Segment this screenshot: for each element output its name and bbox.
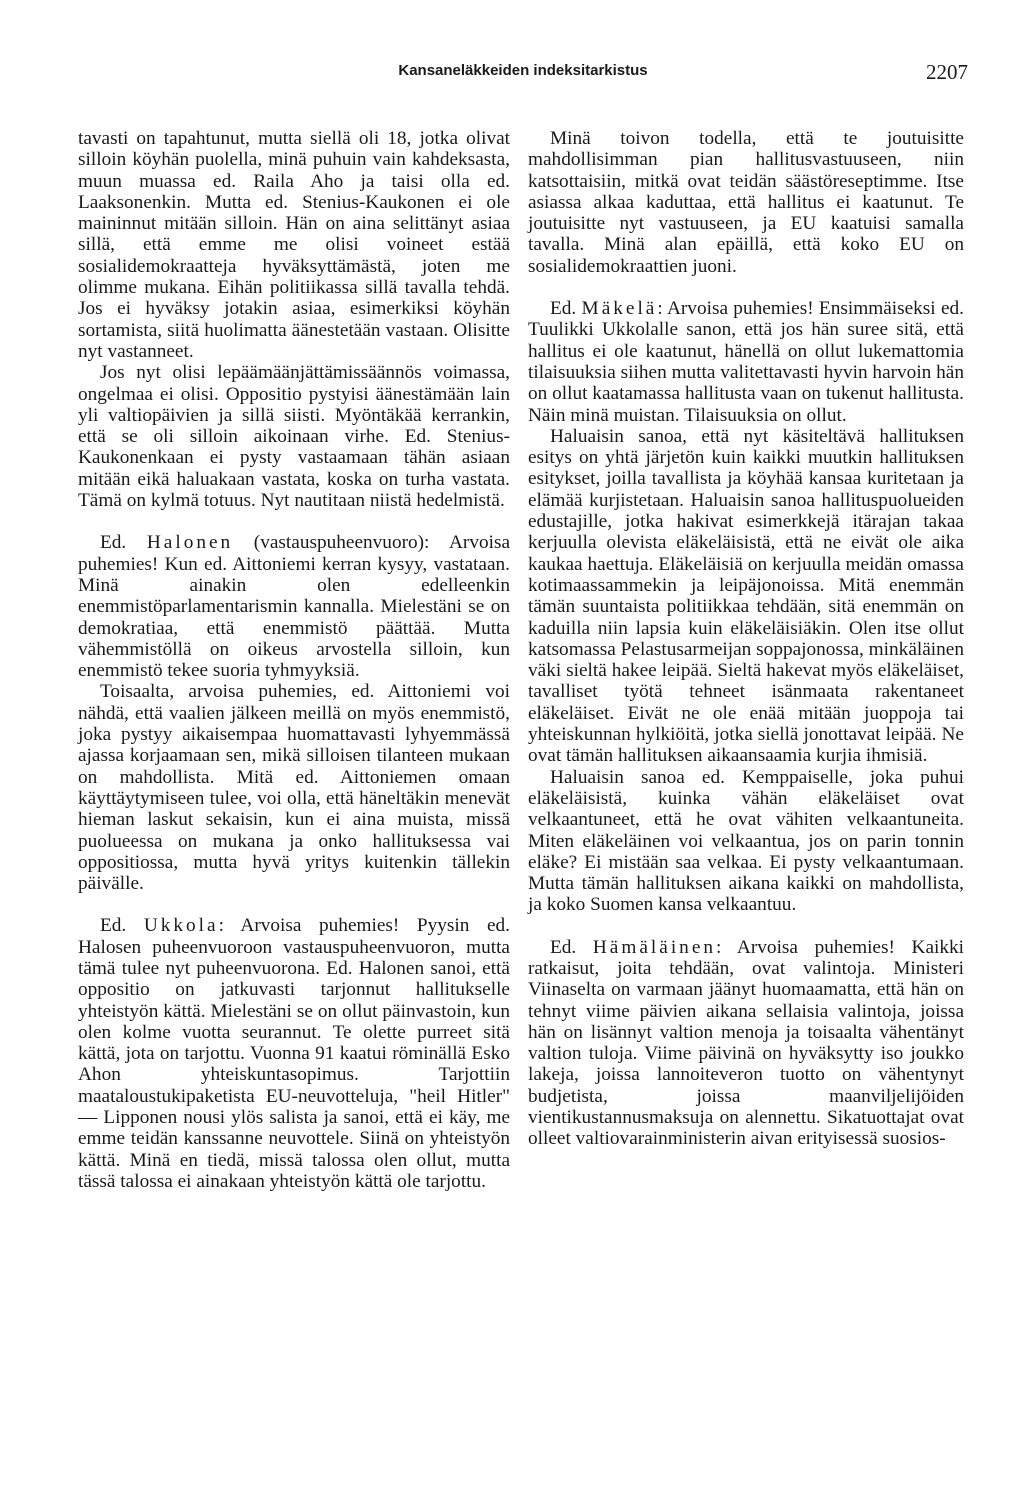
speaker-role: (vastauspuheenvuoro):: [253, 532, 430, 554]
speech-text: Arvoisa puhemies! Kun ed. Aittoniemi kerran kysyy, vastataan. Minä ainakin olen edelleenkin enemmistöparlamentarismin kannalla. Mielestäni se on demokratiaa, että enemmistö päättää. Mutta vähemmistöllä on oikeus arvostella silloin, kun enemmistö tekee suoria tyhmyyksiä.: [78, 532, 511, 682]
speaker-prefix: Ed.: [550, 936, 577, 958]
speech-makela: [528, 298, 964, 426]
left-column: [78, 128, 510, 1192]
speaker-name: Hämäläinen: [592, 936, 717, 958]
paragraph: Haluaisin sanoa, että nyt käsiteltävä hallituksen esitys on yhtä järjetön kuin kaikki muutkin hallituksen esitykset, joilla tavallista ja köyhää kansaa kuritetaan ja elämää kurjistetaan. Haluaisin sanoa hallituspuolueiden edustajille, jotka hakivat esimerkkejä itärajan takaa kerjuulla olevista eläkeläisistä, että ne eivät ole aika kaukaa haettuja. Eläkeläisiä on kerjuulla meidän omassa kotimaassammekin ja leipäjonoissa. Mitä enemmän tämän suuntaista politiikkaa tehdään, sitä enemmän on kaduilla niin lapsia kuin eläkeläisiäkin. Olen itse ollut katsomassa Pelastusarmeijan soppajonossa, minkäläinen väki sieltä hakee leipää. Sieltä hakevat myös eläkeläiset, tavalliset työtä tehneet isänmaata rakentaneet eläkeläiset. Eivät ne ole enää mitään juoppoja tai yhteiskunnan hylkiöitä, jotka siellä jonottavat leipää. Ne ovat tämän hallituksen aikaansaamia kurjia ihmisiä.: [528, 425, 964, 767]
speech-text: : Arvoisa puhemies! Pyysin ed. Halosen puheenvuoroon vastauspuheenvuoron, mutta tämä tulee nyt puheenvuorona. Ed. Halonen sanoi, että oppositio on jatkuvasti tarjonnut hallitukselle yhteistyön kättä. Mielestäni se on ollut päinvastoin, kun olen kolme vuotta seurannut. Te olette purreet sitä kättä, jota on tarjottu. Vuonna 91 kaatui röminällä Esko Ahon yhteiskuntasopimus. Tarjottiin maataloustukipaketista EU-neuvotteluja, "heil Hitler" — Lipponen nousi ylös salista ja sanoi, että ei käy, me emme teidän kanssanne neuvottele. Siinä on yhteistyön kättä. Minä en tiedä, missä talossa olen ollut, mutta tässä talossa ei ainakaan yhteistyön kättä ole tarjottu.: [78, 915, 510, 1192]
speech-halonen: [78, 532, 510, 681]
speaker-name: Halonen: [146, 532, 234, 554]
paragraph: Haluaisin sanoa ed. Kemppaiselle, joka puhui eläkeläisistä, kuinka vähän eläkeläiset ovat velkaantuneet, että he ovat vähiten velkaantuneita. Miten eläkeläinen voi velkaantua, jos on parin tonnin eläke? Ei mistään saa velkaa. Ei pysty velkaantumaan. Mutta tämän hallituksen aikana kaikki on mahdollista, ja koko Suomen kansa velkaantuu.: [528, 766, 964, 916]
speech-hamalainen: [528, 937, 964, 1150]
speaker-name: Ukkola: [143, 915, 219, 937]
paragraph: Toisaalta, arvoisa puhemies, ed. Aittoniemi voi nähdä, että vaalien jälkeen meillä on myös enemmistö, joka pystyy aikaisempaa huomattavasti lyhyemmässä ajassa korjaamaan sen, mikä silloisen tilanteen mukaan on mahdollista. Mitä ed. Aittoniemen omaan käyttäytymiseen tulee, voi olla, että häneltäkin menevät hieman laskut sekaisin, kun ei aina muista, missä puolueessa on mukana ja onko hallituksessa vai oppositiossa, mutta hyvä yritys kuitenkin tällekin päivälle.: [78, 681, 510, 895]
running-title: Kansaneläkkeiden indeksitarkistus: [398, 62, 648, 79]
page-number: 2207: [926, 60, 968, 84]
speaker-name: Mäkelä: [581, 298, 658, 320]
speech-text: : Arvoisa puhemies! Ensimmäiseksi ed. Tuulikki Ukkolalle sanon, että jos hän suree sitä, että hallitus ei ole kaatunut, hänellä on ollut lukemattomia tilaisuuksia siihen mutta valitettavasti hyvin harvoin hän on ollut kaatamassa hallitusta vaan on tukenut hallitusta. Näin minä muistan. Tilaisuuksia on ollut.: [528, 298, 964, 426]
paragraph: tavasti on tapahtunut, mutta siellä oli 18, jotka olivat silloin köyhän puolella, minä puhuin vain kahdeksasta, muun muassa ed. Raila Aho ja taisi olla ed. Laaksonenkin. Mutta ed. Stenius-Kaukonen ei ole maininnut mitään silloin. Hän on aina selittänyt asiaa sillä, että emme me olisi voineet estää sosialidemokraatteja hyväksyttämästä, joten me olimme mukana. Eihän politiikassa sillä tavalla tehdä. Jos ei hyväksy jotakin asiaa, esimerkiksi köyhän sortamista, siitä huolimatta äänestetään vastaan. Olisitte nyt vastanneet.: [78, 128, 510, 362]
right-column: [528, 128, 964, 1150]
speech-ukkola: [78, 915, 510, 1192]
page-header: [78, 62, 968, 86]
paragraph: Minä toivon todella, että te joutuisitte mahdollisimman pian hallitusvastuuseen, niin katsottaisiin, mitkä ovat teidän säästöreseptimme. Itse asiassa alkaa kaduttaa, että hallitus ei kaatunut. Te joutuisitte nyt vastuuseen, ja EU kaatuisi samalla tavalla. Minä alan epäillä, että koko EU on sosialidemokraattien juoni.: [528, 128, 964, 277]
paragraph: Jos nyt olisi lepäämäänjättämissäännös voimassa, ongelmaa ei olisi. Oppositio pystyisi äänestämään lain yli valtiopäivien ja sillä siisti. Myöntäkää kerrankin, että se oli silloin aikoinaan virhe. Ed. Stenius-Kaukonenkaan ei pysty vastaamaan tähän asiaan mitään eikä haluakaan vastata, koska on turha vastata. Tämä on kylmä totuus. Nyt nautitaan niistä hedelmistä.: [78, 362, 510, 512]
speaker-prefix: Ed.: [550, 298, 577, 320]
speaker-prefix: Ed.: [100, 532, 127, 554]
speaker-prefix: Ed.: [100, 915, 127, 937]
speech-text: : Arvoisa puhemies! Kaikki ratkaisut, joita tehdään, ovat valintoja. Ministeri Viinaselta on varmaan jäänyt huomaamatta, että hän on tehnyt viime päivien aikana sellaisia valintoja, joissa hän on lisännyt valtion menoja ja toisaalta vähentänyt valtion tuloja. Viime päivinä on hyväksytty iso joukko lakeja, joissa lannoiteveron tuotto on vähentynyt budjetista, joissa maanviljelijöiden vientikustannusmaksuja on alennettu. Sikatuottajat ovat olleet valtiovarainministerin aivan erityisessä suosios-: [528, 936, 965, 1150]
